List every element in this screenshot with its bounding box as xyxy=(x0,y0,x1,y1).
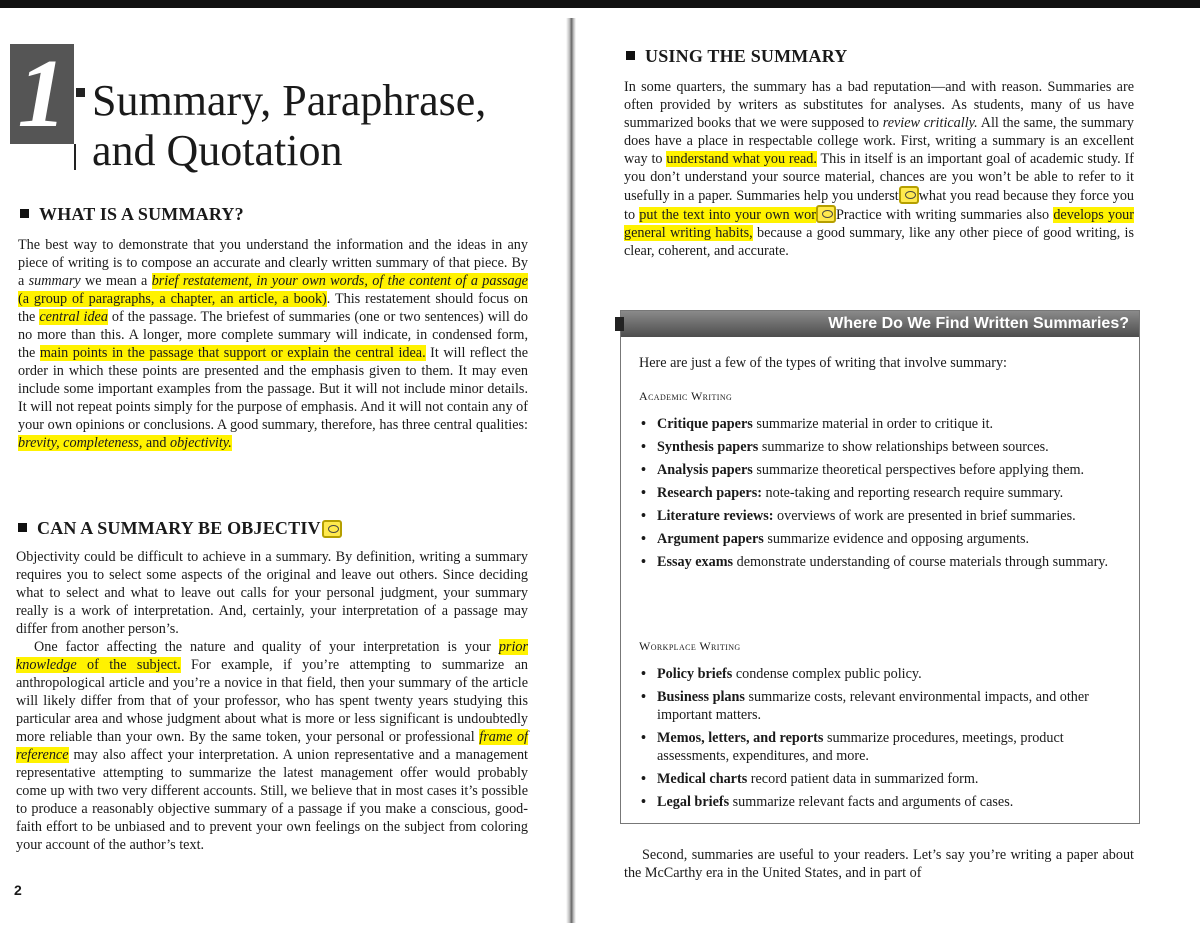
list-item-term: Policy briefs xyxy=(657,666,733,682)
highlighted-text: prior knowledge xyxy=(16,639,528,673)
list-item xyxy=(639,530,1121,548)
text-run: The best way to demonstrate that you understand the information and the ideas in any piece of writing is to compose an accurate and clearly written summary of that piece. By a xyxy=(18,237,528,289)
text-run: For example, if you’re attempting to summarize an anthropological article and you’re a novice in that field, then your summary of the article will likely differ from that of your professor, who has spent twenty years studying this particular area and whose judgment about what is more or less significant is undoubtedly more reliable than your own. By the same token, your personal or professional xyxy=(16,657,528,745)
text-run: One factor affecting the nature and quality of your interpretation is your xyxy=(34,639,499,655)
top-border xyxy=(0,0,1200,8)
workplace-writing-heading: Workplace Writing xyxy=(639,639,741,653)
chapter-title-line2: and Quotation xyxy=(92,126,343,175)
highlighted-text: develops your general writing habits, xyxy=(624,207,1134,241)
chapter-title-line1: Summary, Paraphrase, xyxy=(92,76,487,125)
highlighted-text: central idea xyxy=(39,309,108,325)
section-heading-using xyxy=(626,46,847,67)
list-item-term: Medical charts xyxy=(657,771,748,787)
section-heading-text: CAN A SUMMARY BE OBJECTIV xyxy=(37,518,321,538)
chapter-bullet xyxy=(76,88,85,97)
text-run: It will reflect the order in which these points are presented and the emphasis given to them. It may even include some important examples from the passage. But it will not include minor details. It will not repeat points simply for the purpose of emphasis. And it will not contain any of your own opinions or conclusions. A good summary, therefore, has three central qualities: xyxy=(18,345,528,433)
highlighted-text: put the text into your own wor xyxy=(639,207,816,223)
section-heading-text: USING THE SUMMARY xyxy=(645,46,848,66)
text-run: All the same, the summary does have a place in respectable college work. First, writing a summary is an excellent way to xyxy=(624,115,1134,167)
list-item-term: Memos, letters, and reports xyxy=(657,730,824,746)
paragraph-using-summary xyxy=(624,78,1134,260)
highlighted-text: and xyxy=(142,435,170,451)
list-item-text: record patient data in summarized form. xyxy=(747,771,979,787)
list-item xyxy=(639,415,1121,433)
academic-writing-list xyxy=(639,415,1121,576)
list-item-text: summarize costs, relevant environmental impacts, and other important matters. xyxy=(657,689,1089,723)
highlighted-text: frame of reference xyxy=(16,729,529,763)
text-run: what you read because they force you to xyxy=(624,188,1135,223)
list-item xyxy=(639,793,1121,811)
text-run: Practice with writing summaries also xyxy=(835,207,1054,223)
list-item-text: demonstrate understanding of course materials through summary. xyxy=(733,554,1109,570)
paragraph-prior-knowledge xyxy=(16,638,528,854)
page-number: 2 xyxy=(14,882,22,898)
summaries-sidebar-box xyxy=(620,310,1140,824)
list-item-text: summarize procedures, meetings, product assessments, expenditures, and more. xyxy=(657,730,1064,764)
highlighted-text: article, a book) xyxy=(238,291,327,307)
section-heading-text: WHAT IS A SUMMARY? xyxy=(39,204,244,224)
list-item xyxy=(639,688,1121,724)
list-item-term: Business plans xyxy=(657,689,745,705)
highlighted-text: objectivity. xyxy=(169,435,232,451)
list-item-text: summarize relevant facts and arguments of cases. xyxy=(729,794,1014,810)
comment-note-icon[interactable] xyxy=(322,520,342,538)
chapter-number: 1 xyxy=(10,44,74,144)
highlighted-text: understand what you read. xyxy=(666,151,817,167)
list-item xyxy=(639,461,1121,479)
paragraph-second-reason: Second, summaries are useful to your readers. Let’s say you’re writing a paper about the McCarthy era in the United States, and in part of xyxy=(624,847,1134,881)
list-item-term: Research papers: xyxy=(657,485,762,501)
workplace-writing-list xyxy=(639,665,1121,816)
list-item-text: summarize material in order to critique it. xyxy=(752,416,994,432)
list-item xyxy=(639,507,1121,525)
list-item-text: overviews of work are presented in brief summaries. xyxy=(773,508,1076,524)
text-run: of the passage. The briefest of summaries (one or two sentences) will do no more than this. A longer, more complete summary will indicate, in condensed form, the xyxy=(18,309,528,361)
heading-bullet xyxy=(18,523,27,532)
list-item xyxy=(639,438,1121,456)
section-heading-what-is xyxy=(20,204,244,225)
list-item-term: Essay exams xyxy=(657,554,734,570)
text-run: review critically. xyxy=(882,115,978,131)
highlighted-text: brief restatement, in your own words, of the content of a passage xyxy=(151,273,528,289)
left-page xyxy=(0,14,560,919)
list-item-term: Legal briefs xyxy=(657,794,730,810)
chapter-rule xyxy=(74,144,76,170)
sidebar-box-intro: Here are just a few of the types of writing that involve summary: xyxy=(639,355,1007,371)
list-item xyxy=(639,770,1121,788)
section-heading-objective xyxy=(18,518,342,539)
highlighted-text: main points in the passage that support or explain the central idea. xyxy=(39,345,426,361)
list-item-text: summarize to show relationships between sources. xyxy=(758,439,1049,455)
list-item xyxy=(639,665,1121,683)
comment-note-icon[interactable] xyxy=(816,205,836,223)
highlighted-text: (a group of paragraphs, a chapter, an xyxy=(18,291,239,307)
list-item-text: summarize evidence and opposing arguments. xyxy=(763,531,1030,547)
text-run: because a good summary, like any other piece of good writing, is clear, coherent, and accurate. xyxy=(624,225,1134,259)
text-run: summary xyxy=(28,273,81,289)
list-item-text: condense complex public policy. xyxy=(732,666,922,682)
paragraph-what-is xyxy=(18,236,528,452)
list-item xyxy=(639,553,1121,571)
paragraph-objectivity: Objectivity could be difficult to achieve in a summary. By definition, writing a summary requires you to select some aspects of the original and leave out others. Since deciding what to select and what to leave out calls for your personal judgment, your summary really is a work of interpretation. And, certainly, your interpretation of a passage may differ from another person’s. xyxy=(16,549,528,637)
list-item-text: note-taking and reporting research require summary. xyxy=(761,485,1064,501)
sidebar-box-title: Where Do We Find Written Summaries? xyxy=(621,311,1139,337)
heading-bullet xyxy=(20,209,29,218)
heading-bullet xyxy=(626,51,635,60)
text-run: This in itself is an important goal of academic study. If you don’t understand your source material, chances are you won’t be able to refer to it usefully in a paper. Summaries help you underst xyxy=(624,151,1134,204)
text-run: In some quarters, the summary has a bad reputation—and with reason. Summaries are often provided by writers as substitutes for analyses. As students, many of us have summarized books that we were supposed to xyxy=(624,79,1134,131)
comment-note-icon[interactable] xyxy=(899,186,919,204)
right-page xyxy=(598,14,1200,919)
list-item xyxy=(639,484,1121,502)
list-item-term: Critique papers xyxy=(657,416,753,432)
list-item-term: Analysis papers xyxy=(657,462,753,478)
list-item-term: Literature reviews: xyxy=(657,508,774,524)
list-item-text: summarize theoretical perspectives before applying them. xyxy=(752,462,1085,478)
text-run: . This restatement should focus on the xyxy=(18,291,528,325)
highlighted-text: brevity, completeness, xyxy=(18,435,143,451)
text-run: we mean a xyxy=(80,273,152,289)
academic-writing-heading: Academic Writing xyxy=(639,389,733,403)
text-run: may also affect your interpretation. A union representative and a management representative attempting to summarize the latest management offer would probably come up with two very different accounts. Still, we believe that in most cases it’s possible to produce a reasonably objective summary of a passage if you make a conscious, good-faith effort to be unbiased and to prevent your own feelings on the subject from coloring your account of the author’s text. xyxy=(16,747,528,853)
list-item-term: Argument papers xyxy=(657,531,764,547)
book-gutter xyxy=(566,18,576,923)
list-item xyxy=(639,729,1121,765)
highlighted-text: of the subject. xyxy=(76,657,181,673)
chapter-title xyxy=(92,76,552,176)
list-item-term: Synthesis papers xyxy=(657,439,759,455)
